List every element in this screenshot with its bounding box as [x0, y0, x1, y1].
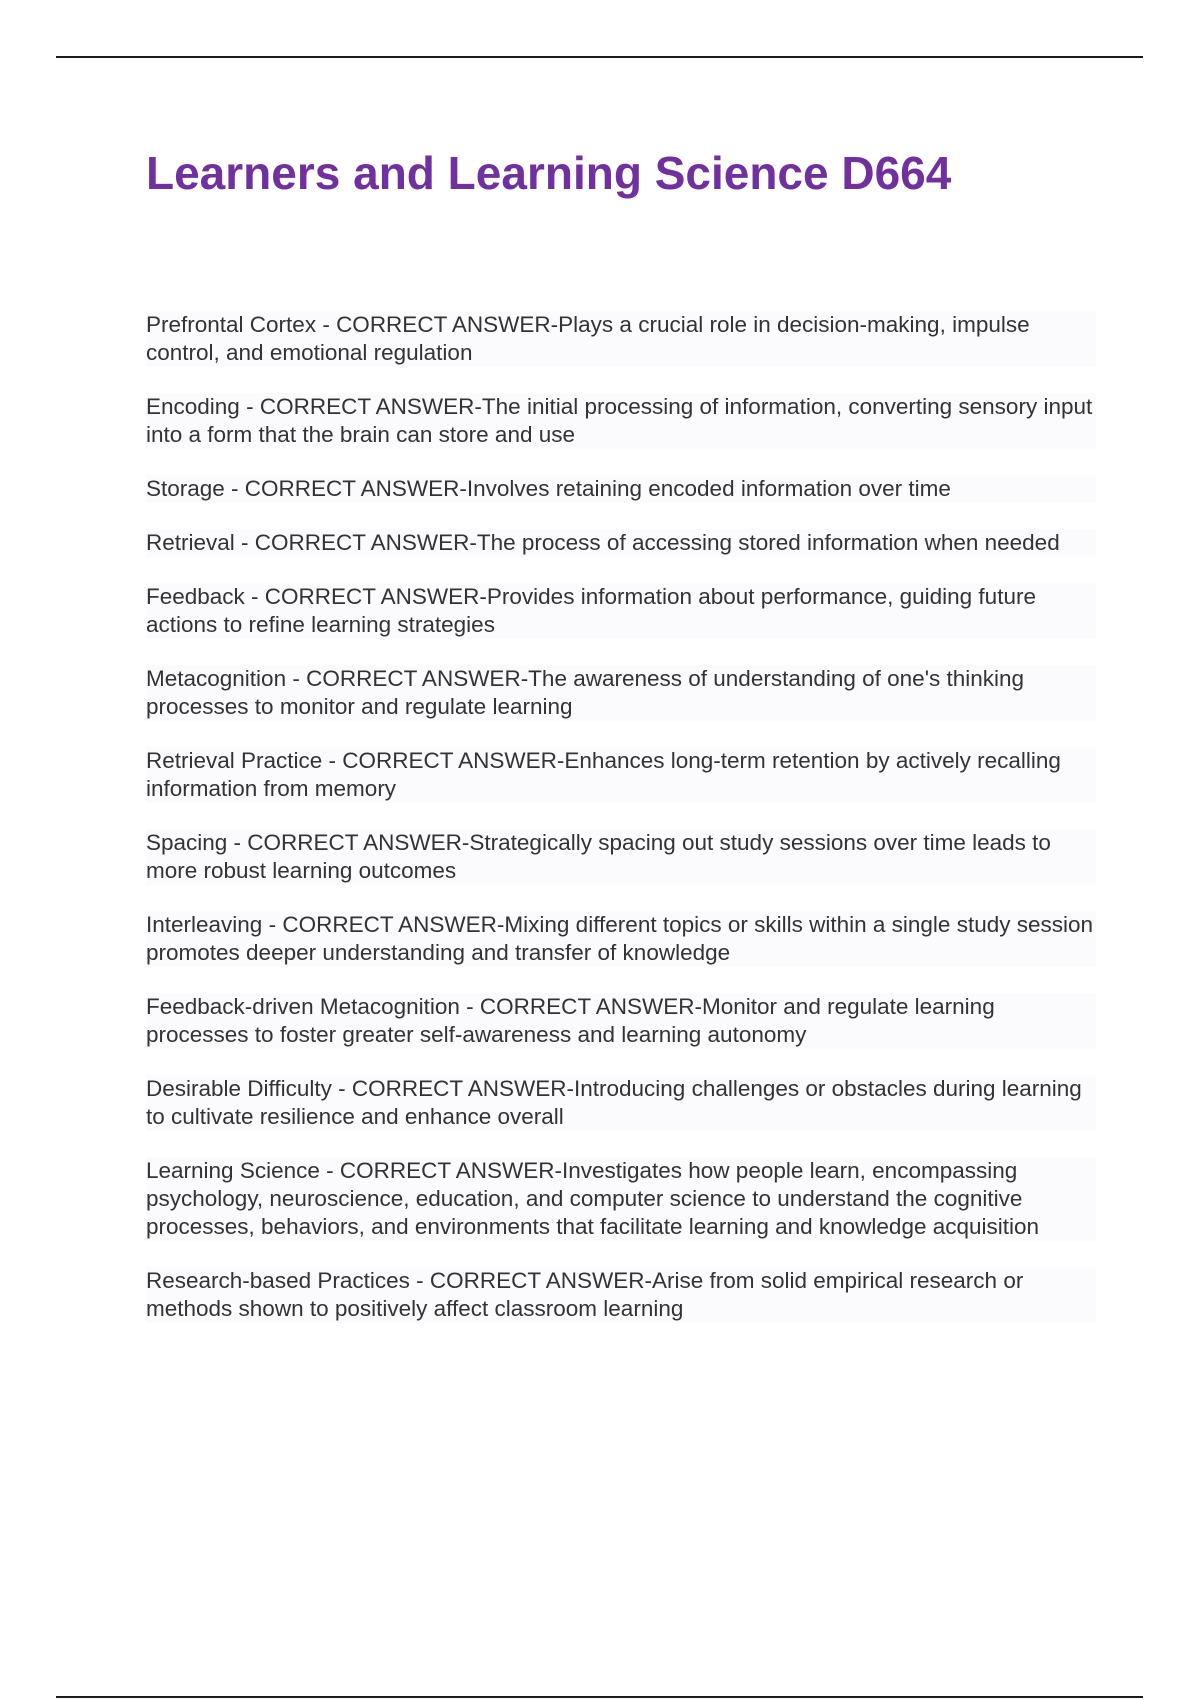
flashcard-entry: Encoding - CORRECT ANSWER-The initial processing of information, converting sensory input into a form that the brain can store and use: [146, 393, 1096, 449]
flashcard-entry: Storage - CORRECT ANSWER-Involves retaining encoded information over time: [146, 475, 1096, 503]
flashcard-entry: Retrieval Practice - CORRECT ANSWER-Enhances long-term retention by actively recalling information from memory: [146, 747, 1096, 803]
flashcard-entry: Learning Science - CORRECT ANSWER-Investigates how people learn, encompassing psychology, neuroscience, education, and computer science to understand the cognitive processes, behaviors, and environments that facilitate learning and knowledge acquisition: [146, 1157, 1096, 1241]
flashcard-entry: Interleaving - CORRECT ANSWER-Mixing different topics or skills within a single study session promotes deeper understanding and transfer of knowledge: [146, 911, 1096, 967]
header-rule: [56, 56, 1143, 58]
flashcard-entry: Spacing - CORRECT ANSWER-Strategically spacing out study sessions over time leads to more robust learning outcomes: [146, 829, 1096, 885]
flashcard-entry: Prefrontal Cortex - CORRECT ANSWER-Plays a crucial role in decision-making, impulse control, and emotional regulation: [146, 311, 1096, 367]
flashcard-entry: Feedback-driven Metacognition - CORRECT ANSWER-Monitor and regulate learning processes to foster greater self-awareness and learning autonomy: [146, 993, 1096, 1049]
flashcard-entry: Metacognition - CORRECT ANSWER-The awareness of understanding of one's thinking processes to monitor and regulate learning: [146, 665, 1096, 721]
flashcard-entry: Desirable Difficulty - CORRECT ANSWER-Introducing challenges or obstacles during learning to cultivate resilience and enhance overall: [146, 1075, 1096, 1131]
flashcard-entry: Retrieval - CORRECT ANSWER-The process of accessing stored information when needed: [146, 529, 1096, 557]
flashcard-entry: Feedback - CORRECT ANSWER-Provides information about performance, guiding future actions to refine learning strategies: [146, 583, 1096, 639]
flashcard-list: [146, 311, 1096, 1349]
footer-rule: [56, 1696, 1143, 1698]
flashcard-entry: Research-based Practices - CORRECT ANSWER-Arise from solid empirical research or methods shown to positively affect classroom learning: [146, 1267, 1096, 1323]
document-title: Learners and Learning Science D664: [146, 147, 952, 199]
